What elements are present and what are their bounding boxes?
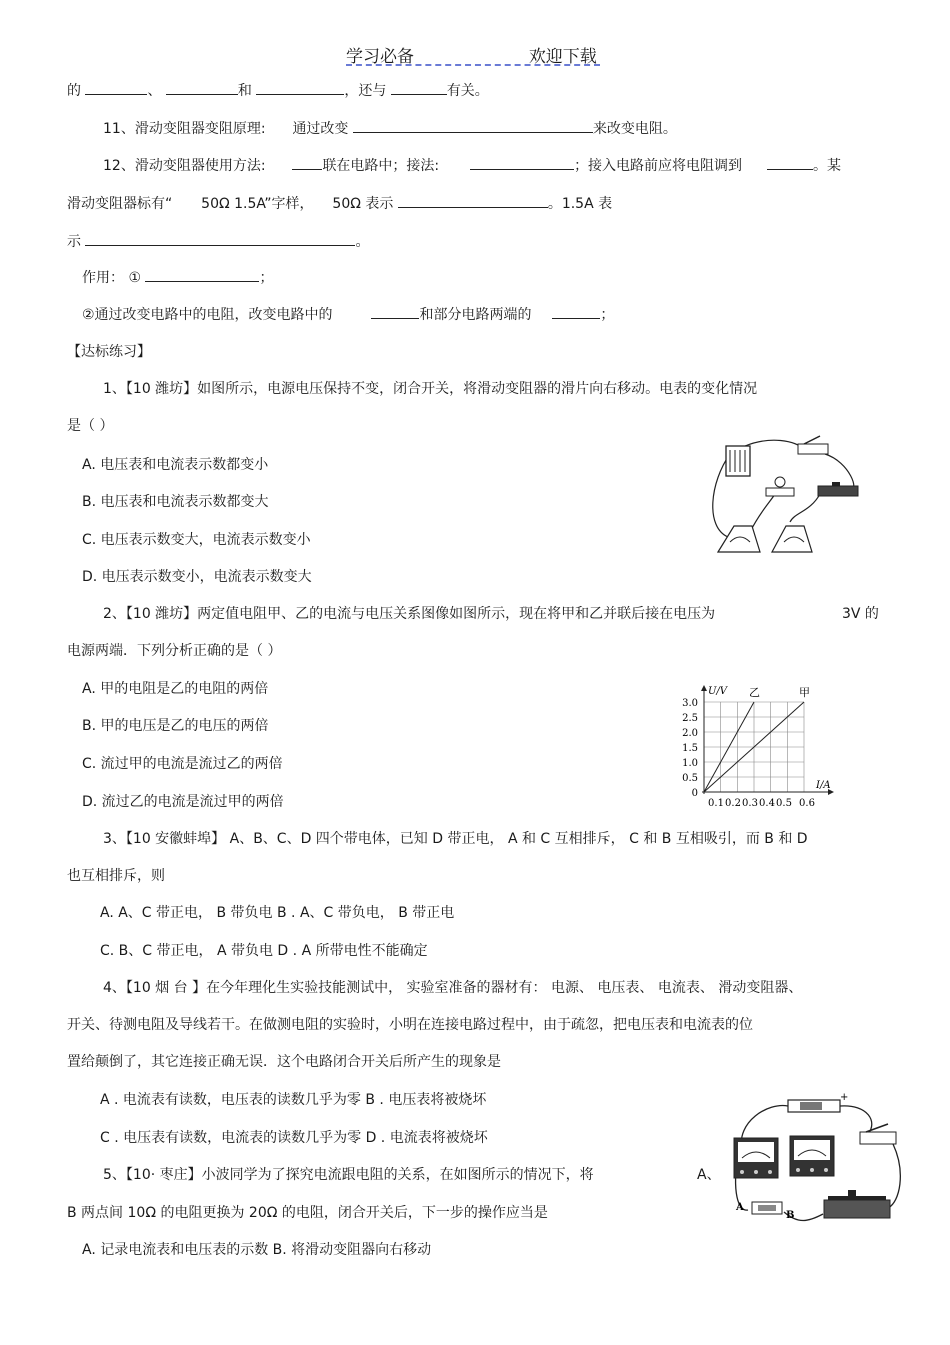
q5-stem-cont: B 两点间 10Ω 的电阻更换为 20Ω 的电阻，闭合开关后，下一步的操作应当是 [67, 1205, 548, 1221]
question-11 [103, 118, 677, 139]
answer-blank[interactable] [353, 118, 593, 133]
ui-graph [672, 682, 844, 810]
text: 50Ω 1.5A”字样， [201, 196, 314, 212]
answer-blank[interactable] [145, 267, 259, 282]
wire [840, 1106, 872, 1134]
battery-box [788, 1092, 848, 1112]
use-line-1 [82, 267, 273, 288]
text: ； [259, 270, 274, 286]
q4-stem: 4、【10 烟 台 】在今年理化生实验技能测试中， 实验室准备的器材有： 电源、 电压表、 电流表、 滑动变阻器、 [103, 980, 803, 996]
x-tick-label: 0.4 [759, 798, 775, 809]
x-tick-label: 0.5 [776, 798, 792, 809]
question-12-cont [67, 193, 612, 214]
text: 通过改变 [292, 121, 349, 137]
q1-stem-cont: 是（ ） [67, 418, 114, 434]
section-title: 【达标练习】 [67, 344, 151, 360]
series-label-yi: 乙 [749, 686, 760, 699]
x-tick-labels [708, 798, 815, 809]
q3-stem: 3、【10 安徽蚌埠】 A、B、C、D 四个带电体，已知 D 带正电， A 和 C 互相排斥， C 和 B 互相吸引，而 B 和 D [103, 831, 808, 847]
answer-blank[interactable] [292, 155, 322, 170]
text: 有关。 [446, 83, 489, 99]
wire [790, 494, 820, 522]
answer-blank[interactable] [85, 231, 355, 246]
q1-option-d[interactable]: D. 电压表示数变小，电流表示数变大 [82, 569, 312, 585]
q4-options-ab[interactable]: A . 电流表有读数，电压表的读数几乎为零 B . 电压表将被烧坏 [100, 1092, 487, 1108]
text: 。1.5A 表 [547, 196, 613, 212]
header-right: 欢迎下载 [528, 47, 597, 67]
voltmeter [790, 1136, 834, 1176]
text: ； [600, 307, 615, 323]
plus-sign: + [840, 1092, 849, 1103]
text: 、 [147, 83, 162, 99]
text: 。某 [812, 158, 841, 174]
x-tick-label: 0.3 [742, 798, 758, 809]
q2-stem-cont: 电源两端．下列分析正确的是（ ） [67, 643, 282, 659]
text: 示 [67, 234, 81, 250]
wire [745, 440, 805, 450]
text: ；接入电路前应将电阻调到 [574, 158, 743, 174]
answer-blank[interactable] [166, 80, 238, 95]
answer-blank[interactable] [371, 304, 419, 319]
answer-blank[interactable] [398, 193, 548, 208]
answer-blank[interactable] [391, 80, 447, 95]
header-underline [346, 64, 600, 66]
circuit-figure-1 [700, 432, 870, 562]
q1-stem: 1、【10 潍坊】如图所示，电源电压保持不变，闭合开关，将滑动变阻器的滑片向右移动。电表的变化情况 [103, 381, 758, 397]
y-tick-label: 3.0 [682, 698, 698, 709]
q2-option-c[interactable]: C. 流过甲的电流是流过乙的两倍 [82, 756, 283, 772]
resistor [752, 1202, 782, 1214]
q2-option-d[interactable]: D. 流过乙的电流是流过甲的两倍 [82, 794, 284, 810]
q4-options-cd[interactable]: C . 电压表有读数，电流表的读数几乎为零 D . 电流表将被烧坏 [100, 1130, 488, 1146]
y-axis-arrow [701, 685, 707, 691]
text: 12、滑动变阻器使用方法: [103, 158, 266, 174]
x-tick-label: 0.6 [799, 798, 815, 809]
point-b-label: B [786, 1210, 795, 1221]
q2-stem: 2、【10 潍坊】两定值电阻甲、乙的电流与电压关系图像如图所示，现在将甲和乙并联后接在电压为 [103, 606, 716, 622]
wire [888, 1144, 900, 1208]
header-left: 学习必备 [346, 47, 414, 67]
text: 来改变电阻。 [592, 121, 677, 137]
answer-blank[interactable] [256, 80, 344, 95]
q4-stem-cont: 开关、待测电阻及导线若干。在做测电阻的实验时，小明在连接电路过程中，由于疏忽，把电压表和电流表的位 [67, 1017, 753, 1033]
fill-line-1 [67, 80, 489, 101]
answer-blank[interactable] [767, 155, 813, 170]
lamp [766, 477, 794, 496]
q2-option-a[interactable]: A. 甲的电阻是乙的电阻的两倍 [82, 681, 269, 697]
x-tick-label: 0.2 [725, 798, 741, 809]
circuit-figure-3 [728, 1092, 906, 1238]
question-12 [103, 155, 841, 176]
use-line-2 [82, 304, 614, 325]
ammeter [734, 1138, 778, 1178]
text: 滑动变阻器标有“ [67, 196, 173, 212]
text: 。 [355, 234, 370, 250]
y-tick-label: 2.5 [682, 713, 698, 724]
q2-option-b[interactable]: B. 甲的电压是乙的电压的两倍 [82, 718, 269, 734]
text: 的 [67, 83, 81, 99]
rheostat [824, 1190, 890, 1218]
y-tick-label: 0 [691, 788, 698, 799]
y-axis-label: U/V [708, 686, 728, 697]
text: 11、滑动变阻器变阻原理: [103, 121, 266, 137]
wire [750, 494, 775, 532]
answer-blank[interactable] [470, 155, 574, 170]
y-tick-label: 1.0 [682, 758, 698, 769]
y-tick-label: 2.0 [682, 728, 698, 739]
question-12-cont2 [67, 231, 369, 252]
page-header [346, 42, 597, 67]
y-tick-label: 1.5 [682, 743, 698, 754]
q3-options-ab[interactable]: A. A、C 带正电， B 带负电 B . A、C 带负电， B 带正电 [100, 905, 455, 921]
q1-option-a[interactable]: A. 电压表和电流表示数都变小 [82, 457, 269, 473]
y-tick-labels [682, 698, 698, 799]
text: 作用： [82, 270, 124, 286]
text: 和部分电路两端的 [419, 307, 532, 323]
x-tick-label: 0.1 [708, 798, 724, 809]
q3-stem-cont: 也互相排斥，则 [67, 868, 165, 884]
answer-blank[interactable] [85, 80, 147, 95]
q1-option-c[interactable]: C. 电压表示数变大，电流表示数变小 [82, 532, 311, 548]
text: 联在电路中；接法: [322, 158, 440, 174]
y-tick-label: 0.5 [682, 773, 698, 784]
text: 50Ω 表示 [332, 196, 394, 212]
answer-blank[interactable] [552, 304, 600, 319]
text: ②通过改变电路中的电阻，改变电路中的 [82, 307, 333, 323]
q2-stem-end: 3V 的 [842, 606, 879, 622]
voltmeter [772, 526, 812, 552]
text: ① [128, 270, 142, 286]
rheostat [818, 482, 858, 496]
switch [860, 1124, 896, 1144]
q5-stem: 5、【10· 枣庄】小波同学为了探究电流跟电阻的关系，在如图所示的情况下，将 [103, 1167, 594, 1183]
text: 和 [237, 83, 252, 99]
point-a-label: A [736, 1202, 744, 1213]
battery-box [726, 446, 750, 476]
text: ，还与 [344, 83, 387, 99]
x-axis-label: I/A [816, 780, 831, 791]
q4-stem-cont2: 置给颠倒了，其它连接正确无误．这个电路闭合开关后所产生的现象是 [67, 1054, 501, 1070]
series-label-jia: 甲 [799, 686, 810, 699]
switch [798, 436, 828, 454]
q5-options-ab[interactable]: A. 记录电流表和电压表的示数 B. 将滑动变阻器向右移动 [82, 1242, 432, 1258]
q3-options-cd[interactable]: C. B、C 带正电， A 带负电 D . A 所带电性不能确定 [100, 943, 428, 959]
q1-option-b[interactable]: B. 电压表和电流表示数都变大 [82, 494, 269, 510]
ammeter [718, 526, 760, 552]
q5-stem-end: A、 [697, 1167, 721, 1183]
